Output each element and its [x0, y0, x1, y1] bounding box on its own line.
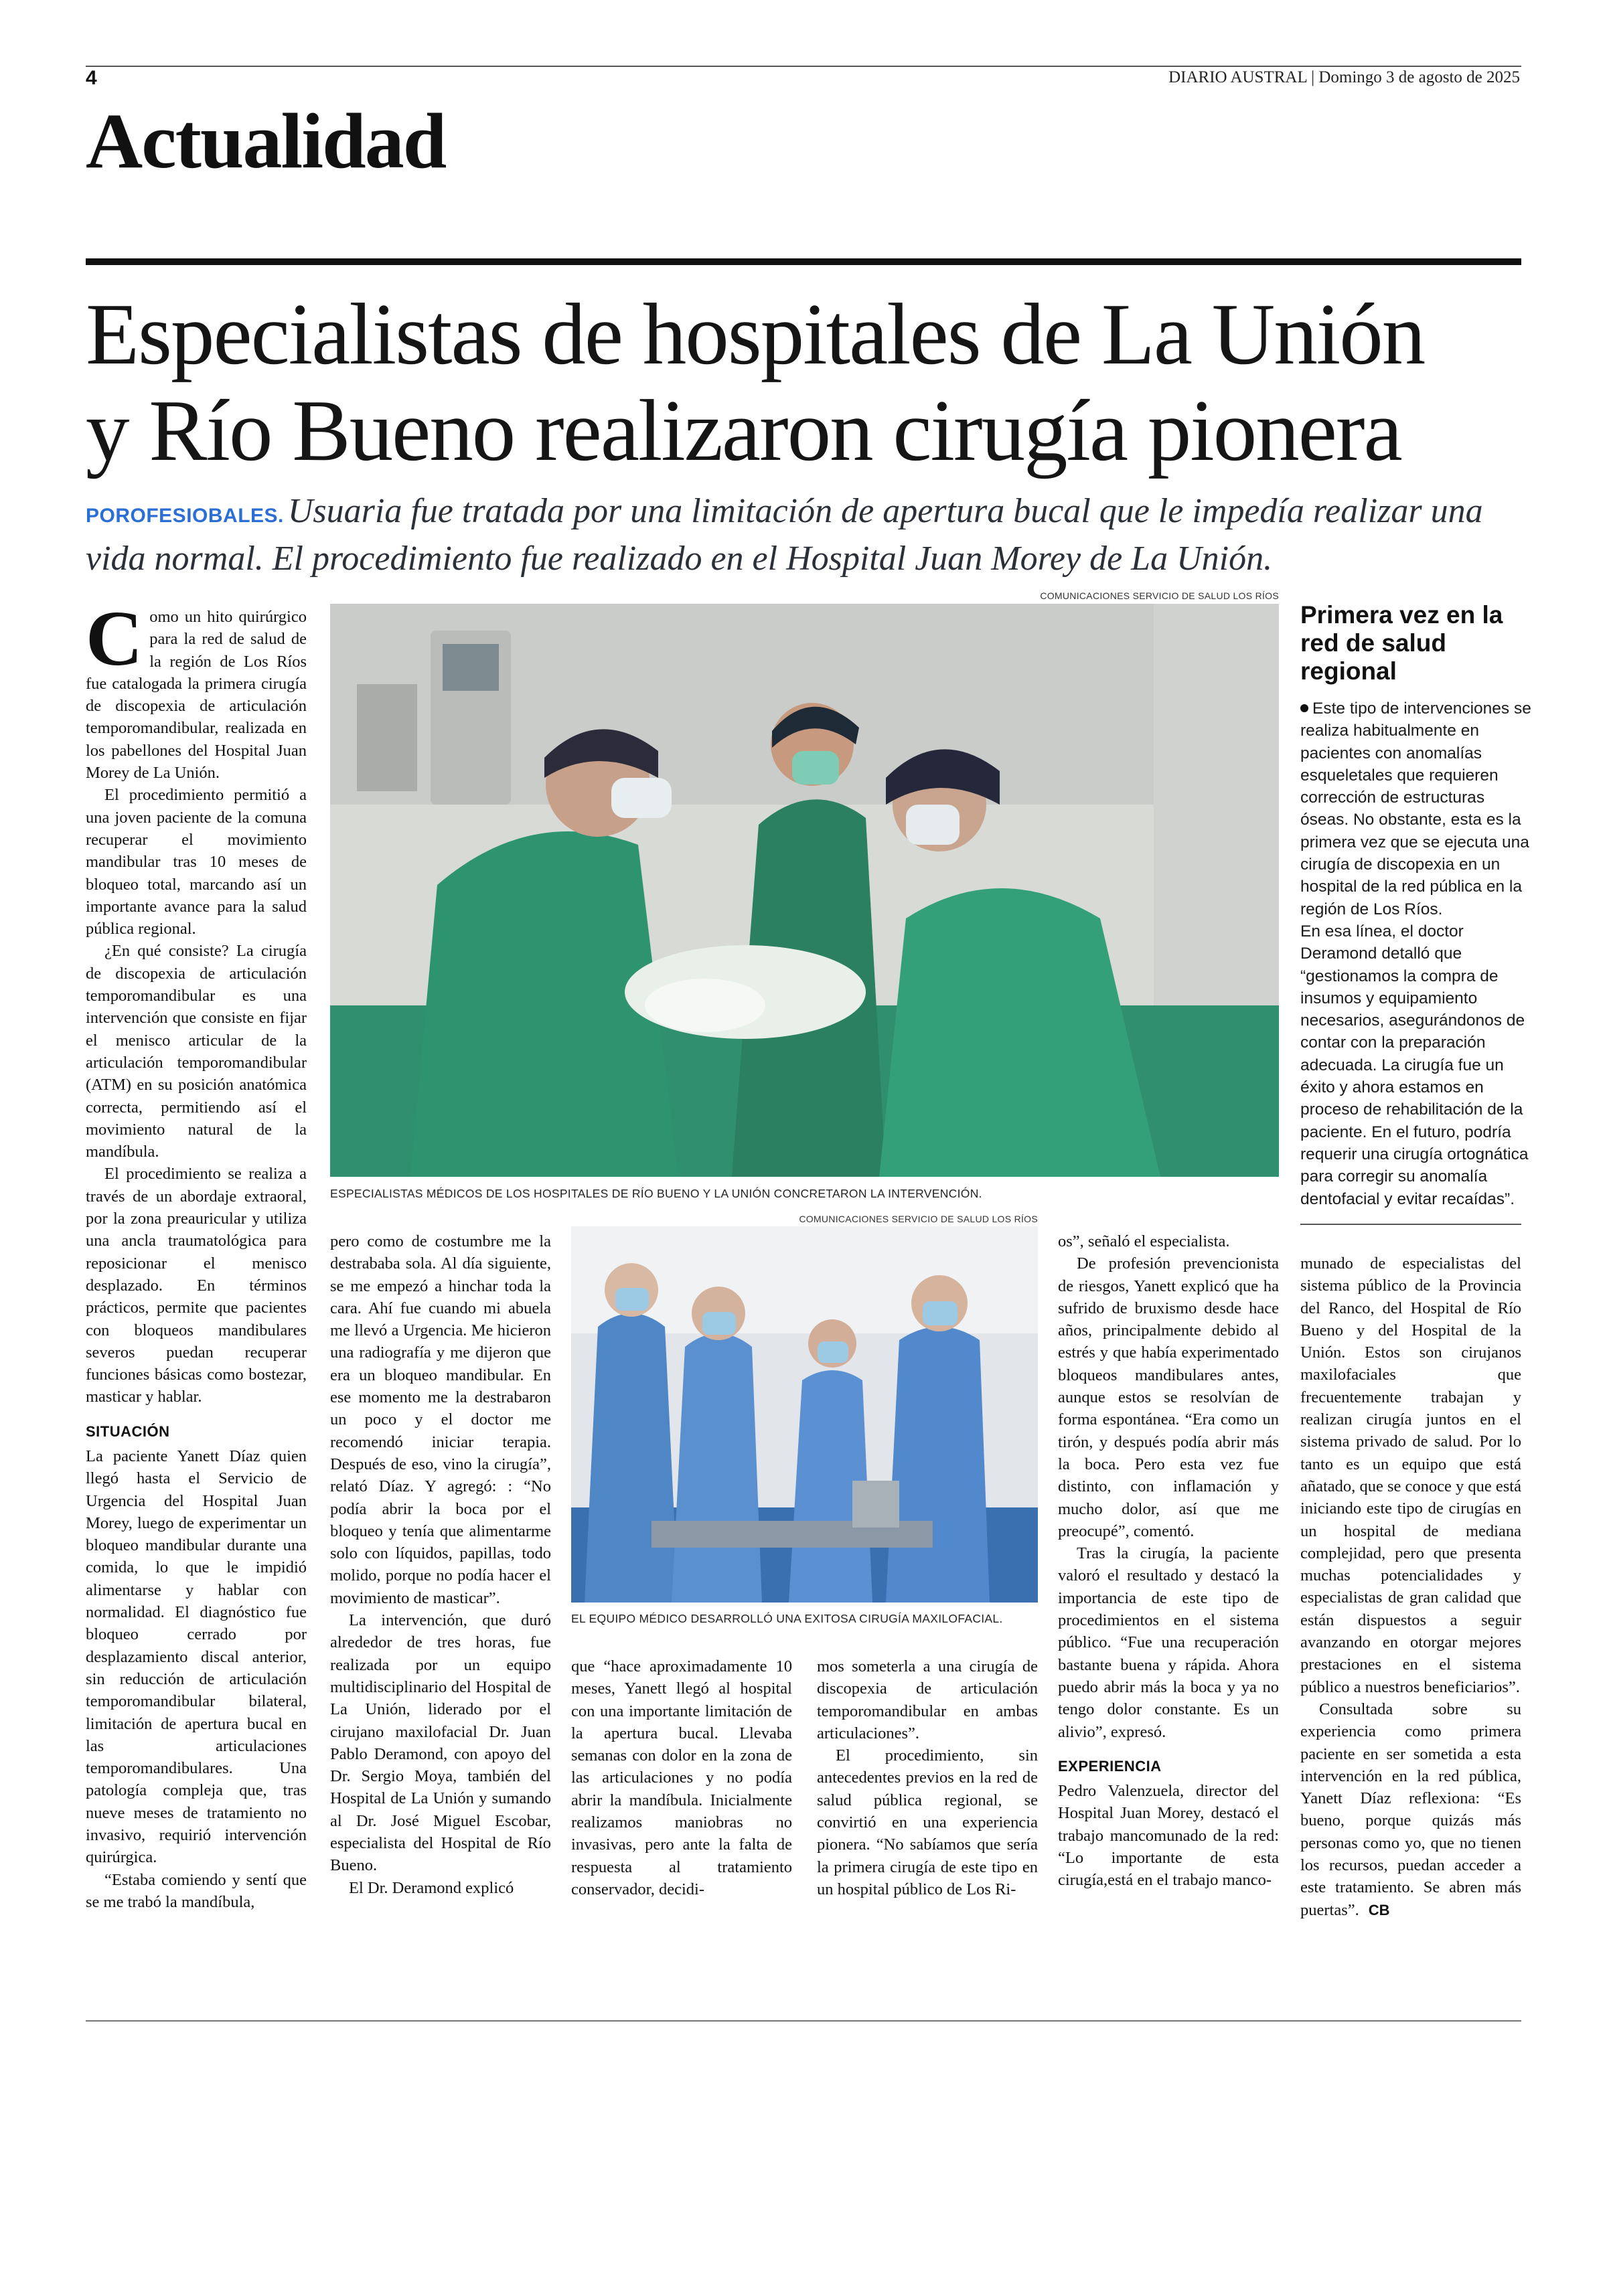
column-3	[571, 1655, 792, 1900]
newspaper-name: DIARIO AUSTRAL	[1168, 68, 1307, 86]
sidebar-body	[1300, 698, 1532, 1210]
bottom-rule	[86, 2020, 1521, 2022]
subhead-experiencia: EXPERIENCIA	[1058, 1757, 1162, 1775]
surgery-photo	[330, 604, 1279, 1177]
deck	[86, 490, 1532, 580]
end-mark: CB	[1368, 1901, 1390, 1918]
masthead: DIARIO AUSTRAL | Domingo 3 de agosto de 2025	[1168, 68, 1520, 86]
sidebar-title: Primera vez en la red de salud regional	[1300, 601, 1503, 685]
paragraph: El procedimiento, sin antecedentes previos en la red de salud pública regional, se convirtió en una experiencia pionera. “No sabíamos que sería la primera cirugía de este tipo en un hospital público de Los Ri-	[817, 1746, 1038, 1898]
sidebar-paragraph: En esa línea, el doctor Deramond detalló que “gestionamos la compra de insumos y equipamiento necesarios, asegurándonos de contar con la preparación adecuada. La cirugía fue un éxito y ahora estamos en proceso de rehabilitación de la paciente. En el futuro, podría requerir una cirugía ortognática para corregir su anomalía dentofacial y evitar recaídas”.	[1300, 922, 1529, 1208]
headline-line-2: y Río Bueno realizaron cirugía pionera	[86, 382, 1401, 479]
team-photo	[571, 1226, 1038, 1603]
paragraph: “Estaba comiendo y sentí que se me trabó la mandíbula,	[86, 1870, 307, 1911]
paragraph: Pedro Valenzuela, director del Hospital Juan Morey, destacó el trabajo mancomunado de la red: “Lo importante de esta cirugía,está en el trabajo manco-	[1058, 1782, 1279, 1890]
paragraph: Tras la cirugía, la paciente valoró el resultado y destacó la importancia de este tipo de procedimientos en el sistema público. “Fue una recuperación bastante buena y rápida. Ahora puedo abrir más la boca y ya no tengo dolor constante. Es un alivio”, expresó.	[1058, 1544, 1279, 1741]
paragraph	[1300, 1698, 1521, 1921]
paragraph: El procedimiento permitió a una joven paciente de la comuna recuperar el movimiento mandibular tras 10 meses de bloqueo total, marcando así un importante avance para la salud pública regional.	[86, 786, 307, 938]
paragraph: munado de especialistas del sistema público de la Provincia del Ranco, del Hospital de Río Bueno y del Hospital de la Unión. Estos son cirujanos maxilofaciales que frecuentemente trabajan y realizan cirugía juntos en el sistema privado de salud. Por lo tanto es un equipo que está añatado, que se conoce y que está iniciando este tipo de cirugías en un hospital de mediana complejidad, pero que presenta muchas potencialidades y especialistas de gran calidad que están dispuestos a seguir avanzando en otorgar mejores prestaciones en el sistema público a nuestros beneficiarios”.	[1300, 1254, 1521, 1696]
intro-paragraph	[86, 594, 307, 784]
intro-text: omo un hito quirúrgico para la red de salud de la región de Los Ríos fue catalogada la primera cirugía de discopexia de articulación temporomandibular, realizada en los pabellones del Hospital Juan Morey de La Unión.	[86, 608, 307, 783]
headline	[86, 286, 1532, 479]
closing-text: Consultada sobre su experiencia como primera paciente en ser sometida a esta intervención en la red pública, Yanett Díaz reflexiona: “Es bueno, porque quizás más personas como yo, que no tienen los recursos, puedan acceder a este tratamiento. Se abren más puertas”.	[1300, 1700, 1521, 1919]
paragraph: pero como de costumbre me la destrababa sola. Al día siguiente, se me empezó a hinchar toda la cara. Ahí fue cuando mi abuela me llevó a Urgencia. Me hicieron una radiografía y me dijeron que era un bloqueo mandibular. En ese momento me la destrabaron un poco y el doctor me recomendó iniciar terapia. Después de eso, vino la cirugía”, relató Díaz. Y agregó: : “No podía abrir la boca por el bloqueo y tenía que alimentarme solo con líquidos, papillas, todo molido, porque no podía hacer el movimiento de masticar”.	[330, 1232, 551, 1607]
drop-cap: C	[86, 594, 143, 682]
top-rule	[86, 66, 1521, 67]
paragraph: os”, señaló el especialista.	[1058, 1232, 1230, 1250]
section-rule	[86, 258, 1521, 265]
issue-date: Domingo 3 de agosto de 2025	[1318, 68, 1520, 86]
page-number: 4	[86, 67, 97, 89]
main-photo-credit: COMUNICACIONES SERVICIO DE SALUD LOS RÍOS	[1040, 590, 1279, 601]
column-2	[330, 1230, 551, 1899]
main-photo-caption: ESPECIALISTAS MÉDICOS DE LOS HOSPITALES DE RÍO BUENO Y LA UNIÓN CONCRETARON LA INTERVENCIÓN.	[330, 1187, 982, 1200]
paragraph: La paciente Yanett Díaz quien llegó hasta el Servicio de Urgencia del Hospital Juan Morey, luego de experimentar un bloqueo mandibular durante una comida, lo que le impidió alimentarse y hablar con normalidad. El diagnóstico fue bloqueo cerrado por desplazamiento discal anterior, sin reducción de articulación temporomandibular bilateral, limitación de apertura bucal en las articulaciones temporomandibulares. Una patología compleja que, tras nueve meses de tratamiento no invasivo, requirió intervención quirúrgica.	[86, 1447, 307, 1867]
kicker: POROFESIOBALES.	[86, 505, 284, 527]
headline-line-1: Especialistas de hospitales de La Unión	[86, 286, 1425, 383]
paragraph: que “hace aproximadamente 10 meses, Yanett llegó al hospital con una importante limitación de la apertura bucal. Llevaba semanas con dolor en la zona de las articulaciones y no podía abrir la mandíbula. Inicialmente realizamos maniobras no invasivas, pero ante la falta de respuesta al tratamiento conservador, decidi-	[571, 1657, 792, 1898]
team-photo-credit: COMUNICACIONES SERVICIO DE SALUD LOS RÍOS	[799, 1214, 1038, 1224]
paragraph: El procedimiento se realiza a través de un abordaje extraoral, por la zona preauricular y utiliza una ancla traumatológica para reposicionar el menisco desplazado. En términos prácticos, permite que pacientes con bloqueos mandibulares severos puedan recuperar funciones básicas como bostezar, masticar y hablar.	[86, 1165, 307, 1406]
column-4	[817, 1655, 1038, 1900]
column-5	[1058, 1230, 1279, 1892]
team-photo-caption: EL EQUIPO MÉDICO DESARROLLÓ UNA EXITOSA CIRUGÍA MAXILOFACIAL.	[571, 1612, 1003, 1625]
bullet-icon	[1300, 704, 1308, 712]
paragraph: El Dr. Deramond explicó	[349, 1878, 514, 1897]
subhead-situacion: SITUACIÓN	[86, 1422, 170, 1440]
paragraph: mos someterla a una cirugía de discopexia de articulación temporomandibular en ambas articulaciones”.	[817, 1657, 1038, 1742]
paragraph: La intervención, que duró alrededor de tres horas, fue realizada por un equipo multidisciplinario del Hospital de La Unión, liderado por el cirujano maxilofacial Dr. Juan Pablo Deramond, con apoyo del Dr. Sergio Moya, también del Hospital de La Unión y sumando al Dr. José Miguel Escobar, especialista del Hospital de Río Bueno.	[330, 1611, 551, 1875]
sidebar-paragraph	[1300, 698, 1532, 920]
sidebar-rule	[1300, 1224, 1521, 1225]
column-1	[86, 594, 307, 1913]
column-6	[1300, 1252, 1521, 1921]
sidebar-text: Este tipo de intervenciones se realiza habitualmente en pacientes con anomalías esqueletales que requieren corrección de estructuras óseas. No obstante, esta es la primera vez que se ejecuta una cirugía de discopexia en un hospital de la red pública en la región de Los Ríos.	[1300, 700, 1531, 918]
paragraph: ¿En qué consiste? La cirugía de discopexia de articulación temporomandibular es una intervención que consiste en fijar el menisco articular de la articulación temporomandibular (ATM) en su posición anatómica correcta, permitiendo así el movimiento natural de la mandíbula.	[86, 942, 307, 1161]
deck-text: Usuaria fue tratada por una limitación de apertura bucal que le impedía realizar una vida normal. El procedimiento fue realizado en el Hospital Juan Morey de La Unión.	[86, 492, 1483, 578]
paragraph: De profesión prevencionista de riesgos, Yanett explicó que ha sufrido de bruxismo desde hace años, principalmente debido al estrés y que había experimentado bloqueos mandibulares antes, aunque estos se resolvían de forma espontánea. “Era como un tirón, y después podía abrir más la boca. Pero esta vez fue distinto, con inflamación y mucho dolor, así que me preocupé”, comentó.	[1058, 1254, 1279, 1540]
section-title: Actualidad	[86, 97, 446, 185]
